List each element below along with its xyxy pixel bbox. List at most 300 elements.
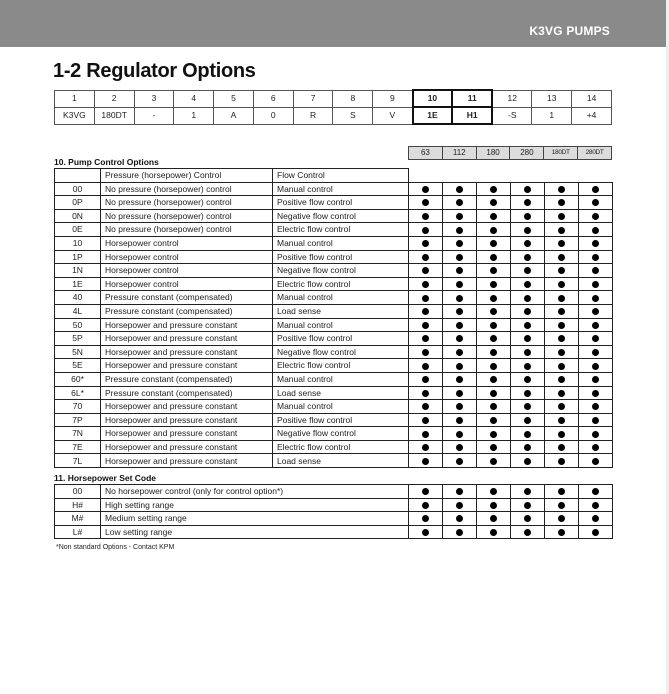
available-dot-icon — [592, 458, 599, 465]
availability-cell — [477, 250, 511, 264]
pressure-control-cell: No pressure (horsepower) control — [101, 223, 273, 237]
availability-cell — [511, 359, 545, 373]
pump-size-header — [408, 146, 612, 160]
flow-control-cell: Positive flow control — [273, 413, 409, 427]
available-dot-icon — [490, 267, 497, 274]
pressure-control-cell: Pressure constant (compensated) — [101, 304, 273, 318]
available-dot-icon — [422, 227, 429, 234]
availability-cell — [579, 386, 613, 400]
pump-control-row — [55, 427, 613, 441]
availability-cell — [443, 318, 477, 332]
flow-control-cell: Manual control — [273, 182, 409, 196]
code-value-cell: A — [214, 107, 254, 124]
available-dot-icon — [592, 502, 599, 509]
pressure-control-cell: Pressure constant (compensated) — [101, 291, 273, 305]
size-header-cell: 63 — [409, 147, 443, 160]
availability-cell — [579, 318, 613, 332]
code-position-cell: 7 — [293, 90, 333, 107]
availability-cell — [443, 182, 477, 196]
code-position-cell: 11 — [452, 90, 492, 107]
flow-control-cell: Positive flow control — [273, 196, 409, 210]
available-dot-icon — [558, 267, 565, 274]
available-dot-icon — [592, 240, 599, 247]
availability-cell — [443, 498, 477, 512]
availability-cell — [409, 332, 443, 346]
available-dot-icon — [558, 335, 565, 342]
size-header-cell: 280DT — [578, 147, 612, 160]
available-dot-icon — [490, 488, 497, 495]
availability-cell — [477, 498, 511, 512]
availability-cell — [443, 372, 477, 386]
pump-control-table — [54, 168, 613, 468]
availability-cell — [409, 318, 443, 332]
available-dot-icon — [456, 267, 463, 274]
code-position-cell: 5 — [214, 90, 254, 107]
pressure-control-cell: Horsepower and pressure constant — [101, 454, 273, 468]
option-code-cell: 0E — [55, 223, 101, 237]
available-dot-icon — [422, 529, 429, 536]
option-code-cell: 7P — [55, 413, 101, 427]
available-dot-icon — [592, 186, 599, 193]
availability-cell — [409, 359, 443, 373]
available-dot-icon — [524, 403, 531, 410]
available-dot-icon — [490, 431, 497, 438]
availability-cell — [409, 209, 443, 223]
code-position-cell: 14 — [572, 90, 612, 107]
code-position-cell: 6 — [253, 90, 293, 107]
option-code-cell: 7E — [55, 440, 101, 454]
option-code-cell: 5N — [55, 345, 101, 359]
code-value-row — [55, 107, 612, 124]
available-dot-icon — [422, 186, 429, 193]
availability-cell — [545, 440, 579, 454]
availability-cell — [409, 454, 443, 468]
availability-cell — [477, 413, 511, 427]
pressure-control-cell: Horsepower control — [101, 250, 273, 264]
available-dot-icon — [524, 515, 531, 522]
available-dot-icon — [422, 403, 429, 410]
available-dot-icon — [422, 308, 429, 315]
availability-cell — [443, 264, 477, 278]
availability-cell — [579, 209, 613, 223]
code-position-cell: 10 — [413, 90, 453, 107]
flow-control-cell: Electric flow control — [273, 440, 409, 454]
header-spacer — [409, 169, 613, 183]
available-dot-icon — [558, 199, 565, 206]
set-code-cell: M# — [55, 512, 101, 526]
availability-cell — [579, 236, 613, 250]
availability-cell — [545, 250, 579, 264]
availability-cell — [409, 440, 443, 454]
available-dot-icon — [490, 322, 497, 329]
pressure-control-cell: Horsepower and pressure constant — [101, 440, 273, 454]
available-dot-icon — [524, 186, 531, 193]
availability-cell — [545, 512, 579, 526]
available-dot-icon — [490, 417, 497, 424]
code-value-cell: V — [373, 107, 413, 124]
available-dot-icon — [456, 322, 463, 329]
option-code-cell: 7L — [55, 454, 101, 468]
available-dot-icon — [456, 308, 463, 315]
availability-cell — [511, 386, 545, 400]
available-dot-icon — [490, 281, 497, 288]
flow-control-cell: Manual control — [273, 291, 409, 305]
option-code-cell: 1P — [55, 250, 101, 264]
code-value-cell: S — [333, 107, 373, 124]
availability-cell — [579, 223, 613, 237]
horsepower-set-row — [55, 498, 613, 512]
available-dot-icon — [422, 213, 429, 220]
availability-cell — [409, 498, 443, 512]
availability-cell — [443, 209, 477, 223]
availability-cell — [545, 498, 579, 512]
availability-cell — [409, 304, 443, 318]
code-value-cell: - — [134, 107, 174, 124]
pump-control-row — [55, 440, 613, 454]
option-code-cell: 1E — [55, 277, 101, 291]
flow-control-cell: Negative flow control — [273, 427, 409, 441]
pump-control-row — [55, 209, 613, 223]
pump-control-row — [55, 413, 613, 427]
availability-cell — [477, 209, 511, 223]
availability-cell — [443, 196, 477, 210]
available-dot-icon — [592, 295, 599, 302]
availability-cell — [477, 386, 511, 400]
available-dot-icon — [422, 240, 429, 247]
pressure-control-cell: Horsepower and pressure constant — [101, 332, 273, 346]
availability-cell — [545, 277, 579, 291]
available-dot-icon — [524, 502, 531, 509]
available-dot-icon — [490, 213, 497, 220]
availability-cell — [477, 400, 511, 414]
available-dot-icon — [490, 444, 497, 451]
horsepower-set-table — [54, 484, 613, 539]
set-description-cell: Medium setting range — [101, 512, 409, 526]
availability-cell — [545, 372, 579, 386]
available-dot-icon — [558, 376, 565, 383]
available-dot-icon — [490, 254, 497, 261]
flow-control-cell: Manual control — [273, 372, 409, 386]
availability-cell — [443, 236, 477, 250]
availability-cell — [545, 485, 579, 499]
available-dot-icon — [524, 322, 531, 329]
available-dot-icon — [592, 376, 599, 383]
availability-cell — [511, 400, 545, 414]
availability-cell — [477, 264, 511, 278]
flow-control-cell: Load sense — [273, 386, 409, 400]
pressure-control-cell: No pressure (horsepower) control — [101, 196, 273, 210]
pressure-control-cell: Horsepower and pressure constant — [101, 400, 273, 414]
pump-control-section-title: 10. Pump Control Options — [54, 157, 159, 167]
availability-cell — [477, 223, 511, 237]
available-dot-icon — [456, 488, 463, 495]
code-position-cell: 1 — [55, 90, 95, 107]
available-dot-icon — [490, 502, 497, 509]
available-dot-icon — [490, 403, 497, 410]
available-dot-icon — [524, 444, 531, 451]
available-dot-icon — [456, 281, 463, 288]
availability-cell — [443, 485, 477, 499]
availability-cell — [511, 332, 545, 346]
availability-cell — [477, 332, 511, 346]
availability-cell — [545, 264, 579, 278]
available-dot-icon — [524, 363, 531, 370]
pressure-control-cell: Horsepower and pressure constant — [101, 427, 273, 441]
availability-cell — [579, 304, 613, 318]
pressure-control-cell: Horsepower and pressure constant — [101, 345, 273, 359]
available-dot-icon — [592, 199, 599, 206]
availability-cell — [443, 332, 477, 346]
availability-cell — [409, 196, 443, 210]
availability-cell — [443, 400, 477, 414]
availability-cell — [409, 400, 443, 414]
pump-control-row — [55, 223, 613, 237]
available-dot-icon — [490, 199, 497, 206]
available-dot-icon — [422, 515, 429, 522]
availability-cell — [511, 372, 545, 386]
pump-control-row — [55, 182, 613, 196]
available-dot-icon — [558, 322, 565, 329]
availability-cell — [443, 345, 477, 359]
available-dot-icon — [490, 349, 497, 356]
pressure-control-cell: Horsepower control — [101, 236, 273, 250]
available-dot-icon — [558, 390, 565, 397]
available-dot-icon — [558, 488, 565, 495]
code-position-cell: 3 — [134, 90, 174, 107]
availability-cell — [579, 427, 613, 441]
code-value-cell: R — [293, 107, 333, 124]
availability-cell — [477, 345, 511, 359]
availability-cell — [545, 209, 579, 223]
set-description-cell: No horsepower control (only for control option*) — [101, 485, 409, 499]
available-dot-icon — [456, 335, 463, 342]
available-dot-icon — [456, 254, 463, 261]
availability-cell — [579, 250, 613, 264]
available-dot-icon — [524, 254, 531, 261]
pump-control-row — [55, 277, 613, 291]
availability-cell — [477, 359, 511, 373]
available-dot-icon — [592, 403, 599, 410]
option-code-cell: 0N — [55, 209, 101, 223]
availability-cell — [443, 250, 477, 264]
availability-cell — [545, 332, 579, 346]
availability-cell — [443, 277, 477, 291]
available-dot-icon — [524, 349, 531, 356]
code-position-cell: 12 — [492, 90, 532, 107]
code-value-cell: -S — [492, 107, 532, 124]
availability-cell — [545, 236, 579, 250]
flow-control-cell: Electric flow control — [273, 277, 409, 291]
pump-control-row — [55, 386, 613, 400]
available-dot-icon — [456, 417, 463, 424]
pressure-control-header: Pressure (horsepower) Control — [101, 169, 273, 183]
available-dot-icon — [456, 240, 463, 247]
available-dot-icon — [490, 458, 497, 465]
availability-cell — [579, 498, 613, 512]
availability-cell — [511, 264, 545, 278]
pump-control-row — [55, 454, 613, 468]
footnote: *Non standard Options - Contact KPM — [56, 544, 175, 551]
availability-cell — [545, 182, 579, 196]
code-value-cell: 1E — [413, 107, 453, 124]
available-dot-icon — [524, 240, 531, 247]
flow-control-cell: Negative flow control — [273, 264, 409, 278]
flow-control-cell: Electric flow control — [273, 223, 409, 237]
flow-control-cell: Positive flow control — [273, 332, 409, 346]
pump-control-row — [55, 250, 613, 264]
available-dot-icon — [524, 213, 531, 220]
available-dot-icon — [524, 376, 531, 383]
availability-cell — [511, 209, 545, 223]
set-code-cell: L# — [55, 525, 101, 539]
available-dot-icon — [456, 227, 463, 234]
availability-cell — [443, 512, 477, 526]
available-dot-icon — [456, 444, 463, 451]
available-dot-icon — [456, 529, 463, 536]
available-dot-icon — [456, 502, 463, 509]
code-position-cell: 4 — [174, 90, 214, 107]
pressure-control-cell: Horsepower and pressure constant — [101, 413, 273, 427]
availability-cell — [409, 413, 443, 427]
pump-control-row — [55, 264, 613, 278]
size-header-cell: 280 — [510, 147, 544, 160]
available-dot-icon — [558, 213, 565, 220]
flow-control-cell: Manual control — [273, 236, 409, 250]
flow-control-cell: Load sense — [273, 454, 409, 468]
availability-cell — [579, 359, 613, 373]
availability-cell — [443, 291, 477, 305]
size-header-row — [409, 147, 612, 160]
available-dot-icon — [524, 281, 531, 288]
available-dot-icon — [422, 458, 429, 465]
availability-cell — [579, 454, 613, 468]
option-code-cell: 7N — [55, 427, 101, 441]
page-title: 1-2 Regulator Options — [53, 60, 256, 82]
available-dot-icon — [422, 390, 429, 397]
available-dot-icon — [592, 335, 599, 342]
set-code-cell: 00 — [55, 485, 101, 499]
availability-cell — [511, 413, 545, 427]
availability-cell — [477, 512, 511, 526]
available-dot-icon — [558, 254, 565, 261]
pump-control-row — [55, 400, 613, 414]
availability-cell — [579, 264, 613, 278]
pressure-control-cell: Horsepower and pressure constant — [101, 318, 273, 332]
code-value-cell: 0 — [253, 107, 293, 124]
option-code-cell: 00 — [55, 182, 101, 196]
availability-cell — [579, 440, 613, 454]
availability-cell — [477, 236, 511, 250]
available-dot-icon — [456, 363, 463, 370]
pump-control-row — [55, 304, 613, 318]
available-dot-icon — [524, 227, 531, 234]
available-dot-icon — [422, 267, 429, 274]
availability-cell — [409, 525, 443, 539]
available-dot-icon — [592, 363, 599, 370]
flow-control-cell: Load sense — [273, 304, 409, 318]
available-dot-icon — [524, 529, 531, 536]
availability-cell — [545, 318, 579, 332]
available-dot-icon — [456, 515, 463, 522]
availability-cell — [409, 345, 443, 359]
available-dot-icon — [456, 349, 463, 356]
availability-cell — [409, 223, 443, 237]
availability-cell — [409, 264, 443, 278]
available-dot-icon — [592, 349, 599, 356]
set-description-cell: High setting range — [101, 498, 409, 512]
available-dot-icon — [490, 227, 497, 234]
available-dot-icon — [456, 403, 463, 410]
option-code-cell: 60* — [55, 372, 101, 386]
pump-control-row — [55, 196, 613, 210]
available-dot-icon — [490, 335, 497, 342]
availability-cell — [511, 277, 545, 291]
available-dot-icon — [558, 529, 565, 536]
availability-cell — [409, 427, 443, 441]
code-value-cell: 1 — [532, 107, 572, 124]
available-dot-icon — [490, 363, 497, 370]
availability-cell — [443, 359, 477, 373]
availability-cell — [477, 427, 511, 441]
flow-control-header: Flow Control — [273, 169, 409, 183]
flow-control-cell: Negative flow control — [273, 345, 409, 359]
availability-cell — [477, 277, 511, 291]
availability-cell — [579, 512, 613, 526]
pressure-control-cell: Pressure constant (compensated) — [101, 372, 273, 386]
available-dot-icon — [524, 199, 531, 206]
available-dot-icon — [592, 529, 599, 536]
availability-cell — [511, 304, 545, 318]
available-dot-icon — [456, 390, 463, 397]
code-value-cell: 180DT — [94, 107, 134, 124]
availability-cell — [443, 386, 477, 400]
option-code-cell: 6L* — [55, 386, 101, 400]
code-value-cell: H1 — [452, 107, 492, 124]
code-header-cell — [55, 169, 101, 183]
flow-control-cell: Positive flow control — [273, 250, 409, 264]
availability-cell — [409, 372, 443, 386]
available-dot-icon — [558, 431, 565, 438]
pressure-control-cell: Horsepower control — [101, 264, 273, 278]
available-dot-icon — [558, 403, 565, 410]
availability-cell — [409, 386, 443, 400]
available-dot-icon — [592, 308, 599, 315]
availability-cell — [477, 318, 511, 332]
code-value-cell: K3VG — [55, 107, 95, 124]
set-description-cell: Low setting range — [101, 525, 409, 539]
availability-cell — [511, 236, 545, 250]
available-dot-icon — [592, 281, 599, 288]
available-dot-icon — [422, 431, 429, 438]
available-dot-icon — [422, 376, 429, 383]
availability-cell — [545, 386, 579, 400]
available-dot-icon — [422, 335, 429, 342]
available-dot-icon — [490, 376, 497, 383]
available-dot-icon — [422, 444, 429, 451]
availability-cell — [579, 182, 613, 196]
availability-cell — [409, 512, 443, 526]
available-dot-icon — [456, 213, 463, 220]
availability-cell — [511, 182, 545, 196]
pump-control-header-row — [55, 169, 613, 183]
availability-cell — [545, 304, 579, 318]
pressure-control-cell: No pressure (horsepower) control — [101, 209, 273, 223]
pressure-control-cell: Horsepower control — [101, 277, 273, 291]
horsepower-set-row — [55, 485, 613, 499]
available-dot-icon — [456, 458, 463, 465]
availability-cell — [511, 250, 545, 264]
code-value-cell: 1 — [174, 107, 214, 124]
